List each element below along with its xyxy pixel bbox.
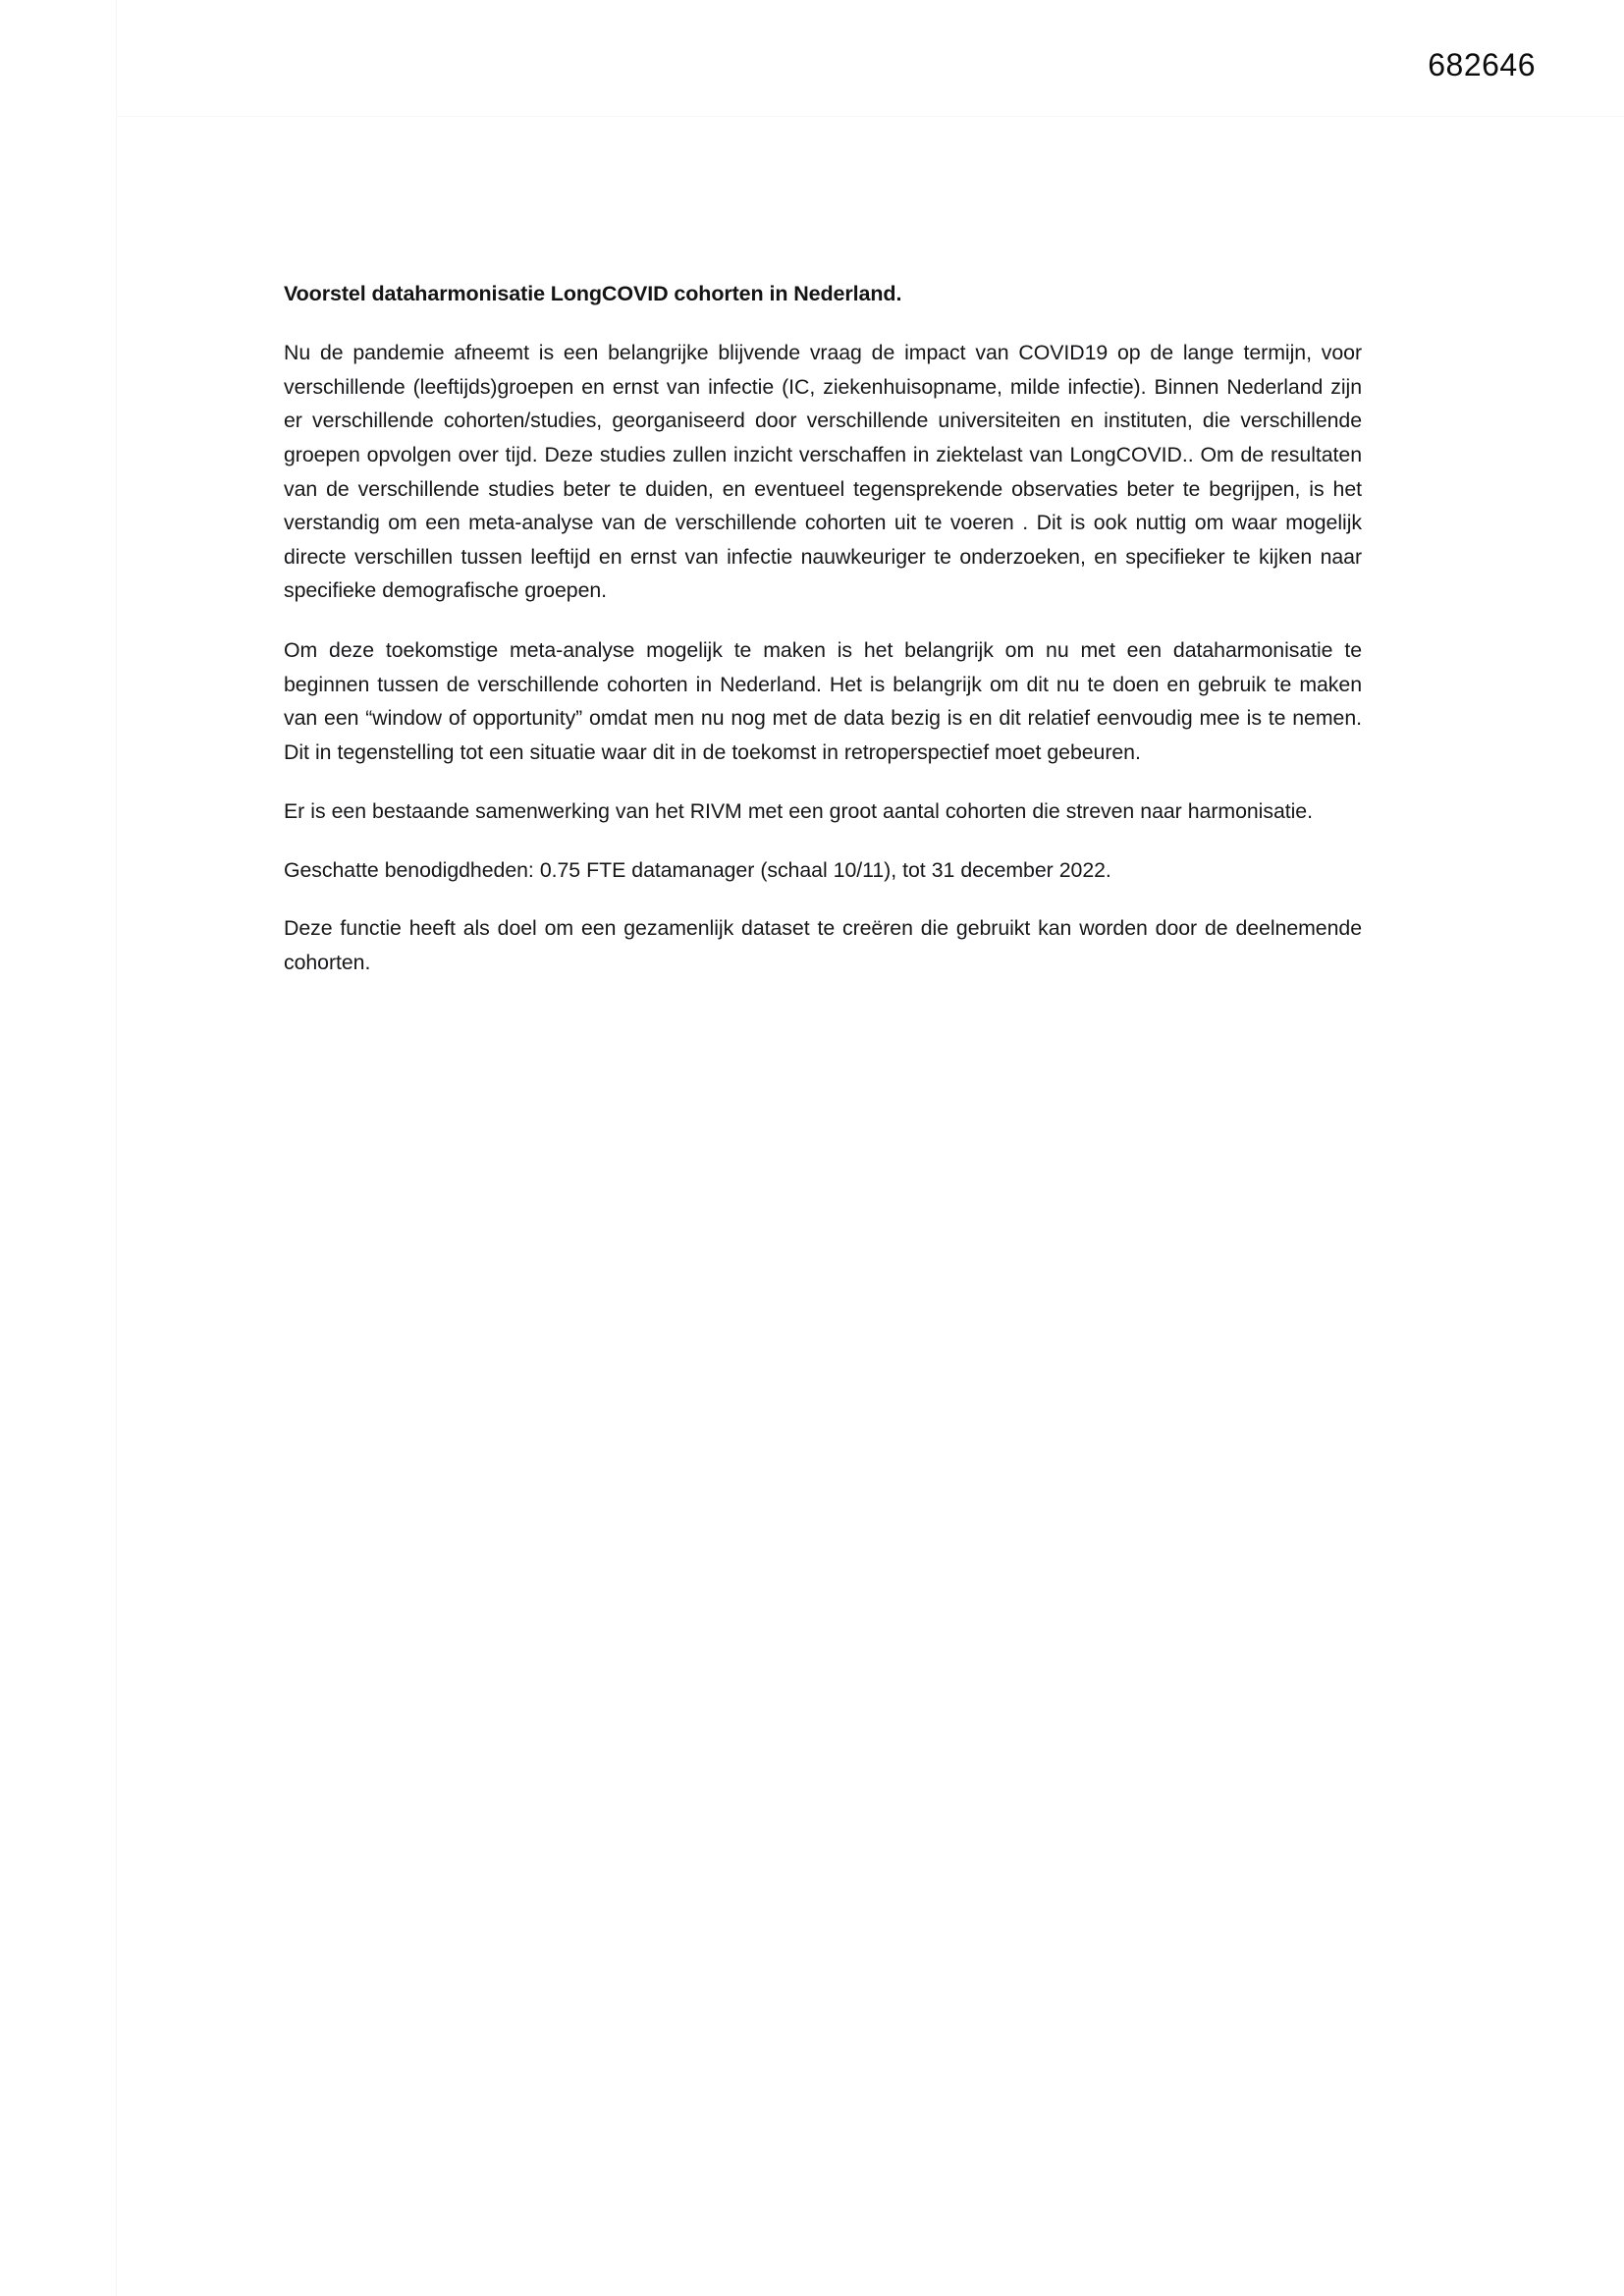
paragraph-1: Nu de pandemie afneemt is een belangrijke blijvende vraag de impact van COVID19 op de lange termijn, voor verschillende (leeftijds)groepen en ernst van infectie (IC, ziekenhuisopname, milde infectie). Binnen Nederland zijn er verschillende cohorten/studies, georganiseerd door verschillende universiteiten en instituten, die verschillende groepen opvolgen over tijd. Deze studies zullen inzicht verschaffen in ziektelast van LongCOVID.. Om de resultaten van de verschillende studies beter te duiden, en eventueel tegensprekende observaties beter te begrijpen, is het verstandig om een meta-analyse van de verschillende cohorten uit te voeren . Dit is ook nuttig om waar mogelijk directe verschillen tussen leeftijd en ernst van infectie nauwkeuriger te onderzoeken, en specifieker te kijken naar specifieke demografische groepen. bbox=[284, 341, 1362, 603]
page-number-stamp: 682646 bbox=[1428, 47, 1536, 82]
page-edge-left bbox=[116, 0, 117, 2296]
document-title: Voorstel dataharmonisatie LongCOVID cohorten in Nederland. bbox=[284, 282, 902, 305]
paragraph-5: Deze functie heeft als doel om een gezamenlijk dataset te creëren die gebruikt kan worden door de deelnemende cohorten. bbox=[284, 916, 1362, 975]
document-text-body bbox=[284, 279, 1362, 980]
paragraph-4: Geschatte benodigdheden: 0.75 FTE datamanager (schaal 10/11), tot 31 december 2022. bbox=[284, 857, 1111, 882]
page-edge-top bbox=[116, 116, 1624, 117]
paragraph-3: Er is een bestaande samenwerking van het RIVM met een groot aantal cohorten die streven naar harmonisatie. bbox=[284, 799, 1313, 824]
paragraph-2: Om deze toekomstige meta-analyse mogelijk te maken is het belangrijk om nu met een dataharmonisatie te beginnen tussen de verschillende cohorten in Nederland. Het is belangrijk om dit nu te doen en gebruik te maken van een “window of opportunity” omdat men nu nog met de data bezig is en dit relatief eenvoudig mee is te nemen. Dit in tegenstelling tot een situatie waar dit in de toekomst in retroperspectief moet gebeuren. bbox=[284, 637, 1362, 764]
